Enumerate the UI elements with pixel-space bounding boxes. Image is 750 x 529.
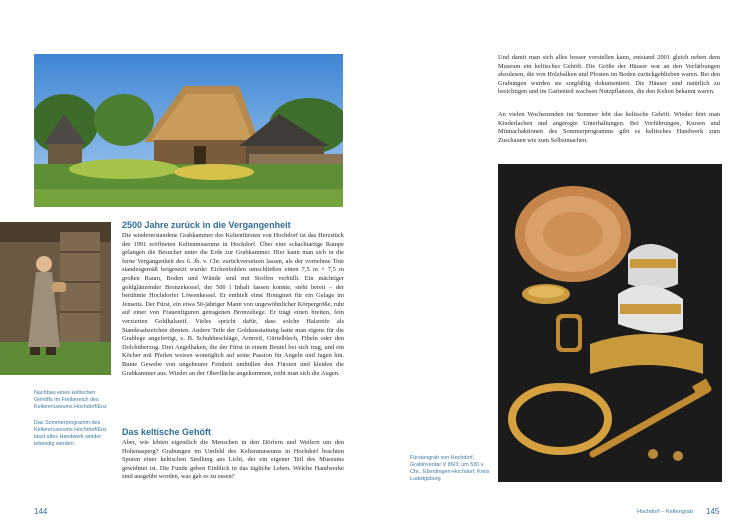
page-number-right: 145 xyxy=(706,507,720,516)
section-body-past: Die wiedererstandene Grabkammer des Keltenfürsten von Hochdorf ist das Herzstück des 1991 eröffneten Keltenmuseums in Hochdorf. Über eine schachtartige Rampe gelangen die Besucher unter die Erde zur Grabkammer. Hier kann man sich in die ferne Vergangenheit des 6. Jh. v. Chr. zurückversetzen lassen, als der vornehme Tote standesgemäß beigesetzt wurde: Eichenbohlen umschließen einen 7,5 m × 7,5 m großen Raum, Boden und Wände sind mit Stoffen verhüllt. Ein mächtiger goldglänzender Bronzekessel, der 500 l Inhalt fassen konnte, steht bereit – der berühmte Hochdorfer Löwenkessel. Er enthielt einst Honigmet für ein Gelage im Jenseits. Der Fürst, ein etwa 50-jähriger Mann von ungewöhnlicher Körpergröße, ruht auf einer von Frauenfiguren getragenen Bronzeliege. Er trägt einen breiten, fein verzierten Goldhalsreif. Vieles spricht dafür, dass solche Halsreife als Standesabzeichen dienten. Andere Teile der Goldausstattung hatte man eigens für die Grablege angefertigt, z. B. Schuhbeschläge, Armreif, Gürtelblech, Fibeln oder den Dolchüberzug. Drei Angelhaken, die der Fürst in einem Beutel bei sich trug, und ein Köcher mit Pfeilen weisen womöglich auf seine Passion für Angeln und Jagen hin. Bunte Gewebe von ungeheurer Feinheit umhüllen den Fürsten und kleiden die Grabkammer aus. Wieder an der Oberfläche angekommen, reibt man sich die Augen. xyxy=(122,232,344,377)
reenactor-photo xyxy=(0,222,111,375)
grave-goods-caption: Fürstengrab von Hochdorf, Grabinventar V 86/3; um 530 v. Chr., Eberdingen-Hochdorf, Kreis Ludwigsburg xyxy=(410,455,490,482)
summer-paragraph: An vielen Wochenenden im Sommer lebt das keltische Gehöft. Wieder hört man Kinderlachen und angeregte Unterhaltungen. Bei Vorführungen, Kursen und Mitmachaktionen des Sommerprogramms gibt es keltisches Handwerk zum Zuschauen wie zum Selbstmachen. xyxy=(498,111,720,144)
farmstead-caption: Nachbau eines keltischen Gehöfts im Freibereich des Keltenmuseums Hochdorf/Enz xyxy=(34,390,107,410)
reenactor-caption: Das Sommerprogramm des Keltenmuseums Hochdorf/Enz lässt altes Handwerk wieder lebendig werden. xyxy=(34,420,107,447)
farmstead-illustration xyxy=(34,54,343,207)
grave-goods-photo xyxy=(498,164,722,482)
page-number-left: 144 xyxy=(34,507,48,516)
section-heading-farmstead: Das keltische Gehöft xyxy=(122,427,212,437)
running-footer: Hochdorf – Keltengrab xyxy=(637,509,693,515)
intro-paragraph: Und damit man sich alles besser vorstellen kann, entstand 2001 gleich neben dem Museum ein keltisches Gehöft. Die Größe der Häuser war an den Verfärbungen abzulesen, die von Holzbalken und Pfosten im Boden zurückgeblieben waren. Bei den Grabungen wurden sie sorgfältig dokumentiert. Die Häuser sind natürlich zu besichtigen und im Gartenteil wachsen Nutzpflanzen, die den Kelten bekannt waren. xyxy=(498,54,720,96)
reenactor-illustration xyxy=(0,222,111,375)
section-heading-past: 2500 Jahre zurück in die Vergangenheit xyxy=(122,220,291,230)
section-body-farmstead: Aber, wie lebten eigentlich die Menschen in den Dörfern und Weilern um den Hohenasperg? Grabungen im Umfeld des Keltenmuseums in Hochdorf brachten Spuren einer keltischen Siedlung ans Licht, der ein eigener Teil des Museums gewidmet ist. Die Funde geben Einblick in das tägliche Leben. Welche Handwerke sind ausgeübt worden, was gab es zu essen? xyxy=(122,439,344,481)
grave-goods-illustration xyxy=(498,164,722,482)
farmstead-photo xyxy=(34,54,343,207)
